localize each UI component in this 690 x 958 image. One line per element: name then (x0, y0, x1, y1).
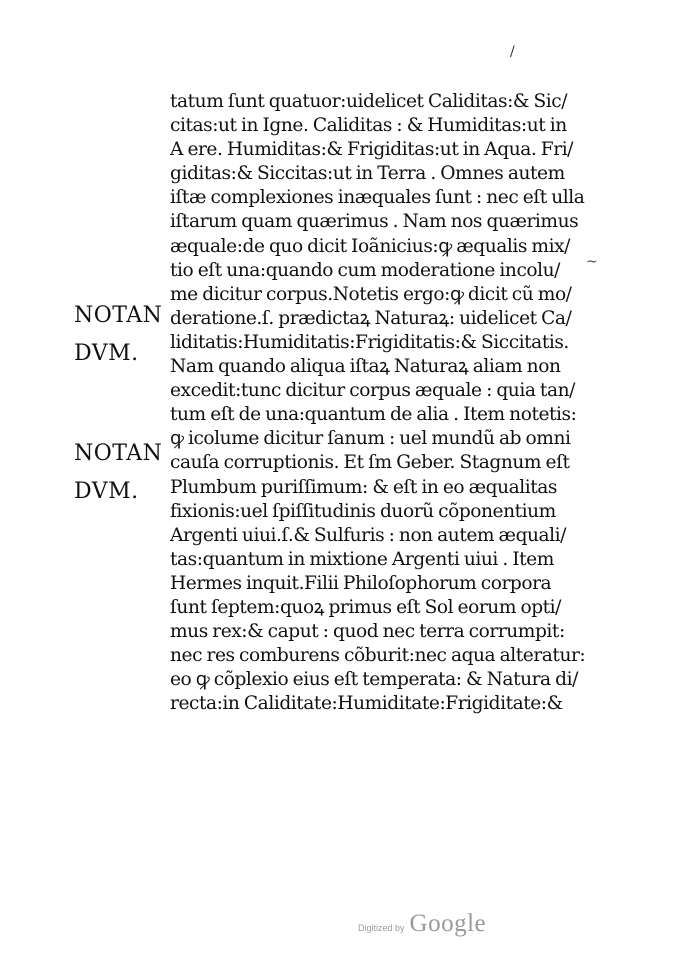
text-line: A ere. Humiditas:& Frigiditas:ut in Aqua. Fri/ (170, 139, 573, 161)
text-line: recta:in Caliditate:Humiditate:Frigiditate:& (170, 693, 563, 715)
margin-note-line: DVM. (74, 479, 139, 504)
margin-note-line: NOTAN (74, 303, 163, 328)
margin-note-line: NOTAN (74, 441, 163, 466)
digitized-watermark (358, 910, 486, 938)
text-line: tatum ſunt quatuor:uidelicet Caliditas:& Sic/ (170, 91, 568, 112)
text-line: mus rex:& caput : quod nec terra corrumpit: (170, 621, 565, 643)
margin-note (74, 436, 162, 512)
text-line: eo ꝙ cõplexio eius eſt temperata: & Natura di/ (170, 669, 578, 691)
text-line: Nam quando aliqua iſtaꝝ Naturaꝝ aliam non (170, 356, 561, 378)
text-line: giditas:& Siccitas:ut in Terra . Omnes autem (170, 163, 565, 185)
text-line: iſtæ complexiones inæquales ſunt : nec eſt ulla (170, 187, 585, 209)
text-line: liditatis:Humiditatis:Frigiditatis:& Siccitatis. (170, 331, 569, 353)
text-line: iſtarum quam quærimus . Nam nos quærimus (170, 211, 579, 233)
margin-note (74, 298, 162, 374)
text-line: Hermes inquit.Filii Philoſophorum corpora (170, 572, 552, 594)
text-line: Plumbum puriſſimum: & eſt in eo æqualitas (170, 476, 557, 498)
margin-note-line: DVM. (74, 341, 139, 366)
page-mark: ~ (586, 254, 598, 270)
google-logo: Google (409, 910, 487, 937)
text-line: excedit:tunc dicitur corpus æquale : quia tan/ (170, 380, 575, 402)
text-line: ꝙ icolume dicitur ſanum : uel mundũ ab omni (170, 428, 571, 450)
watermark-prefix: Digitized by (358, 923, 405, 933)
text-line: nec res comburens cõburit:nec aqua alteratur: (170, 645, 586, 667)
text-line: deratione.ſ. prædictaꝝ Naturaꝝ: uidelicet Ca/ (170, 307, 572, 329)
text-line: æquale:de quo dicit Ioãnicius:ꝙ æqualis mix/ (170, 235, 570, 257)
text-line: cauſa corruptionis. Et ſm Geber. Stagnum eſt (170, 452, 570, 474)
text-line: tas:quantum in mixtione Argenti uiui . Item (170, 548, 554, 570)
page-mark: / (510, 44, 515, 60)
text-line: ſunt ſeptem:quoꝝ primus eſt Sol eorum opti/ (170, 596, 561, 618)
text-line: citas:ut in Igne. Caliditas : & Humiditas:ut in (170, 115, 567, 137)
text-line: Argenti uiui.ſ.& Sulfuris : non autem æquali/ (170, 524, 566, 546)
text-line: tum eſt de una:quantum de alia . Item notetis: (170, 404, 577, 426)
body-text (170, 90, 586, 716)
text-line: me dicitur corpus.Notetis ergo:ꝙ dicit cũ mo/ (170, 283, 572, 305)
text-line: tio eſt una:quando cum moderatione incolu/ (170, 259, 560, 281)
text-line: fixionis:uel ſpiſſitudinis duorũ cõponentium (170, 500, 556, 522)
